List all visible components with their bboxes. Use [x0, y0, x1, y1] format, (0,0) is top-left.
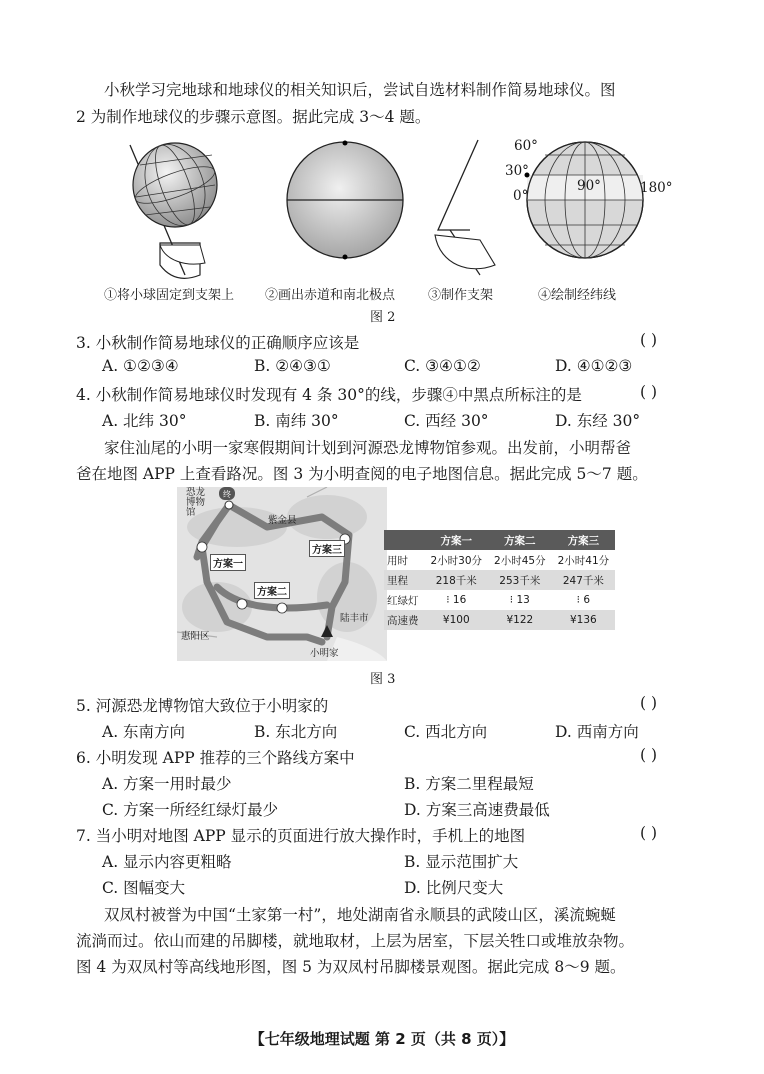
figure-title: 图 2: [370, 310, 396, 325]
answer-bracket: ( ): [640, 824, 658, 842]
plan-one-label: 方案一: [210, 554, 246, 571]
step-caption: ③制作支架: [428, 288, 494, 303]
answer-bracket: ( ): [640, 383, 658, 401]
option-c: C. 方案一所经红绿灯最少: [102, 801, 279, 819]
option-d: D. 比例尺变大: [404, 879, 504, 897]
answer-bracket: ( ): [640, 746, 658, 764]
option-b: B. 东北方向: [254, 723, 338, 741]
intro-text-line: 家住汕尾的小明一家寒假期间计划到河源恐龙博物馆参观。出发前，小明帮爸: [104, 439, 632, 457]
intro-text-line: 小秋学习完地球和地球仪的相关知识后，尝试自选材料制作简易地球仪。图: [104, 81, 616, 99]
traffic-light-icon: ⁝: [446, 594, 453, 606]
option-a: A. 方案一用时最少: [102, 775, 232, 793]
table-cell: ¥122: [488, 610, 552, 630]
traffic-light-icon: ⁝: [509, 594, 517, 606]
option-b: B. 方案二里程最短: [404, 775, 534, 793]
figure-2-illustration: [120, 135, 680, 285]
option-a: A. 东南方向: [102, 723, 186, 741]
plan-two-label: 方案二: [254, 582, 290, 599]
table-cell: ⁝ 6: [576, 594, 591, 606]
table-cell: 2小时45分: [494, 554, 546, 567]
table-cell: ¥100: [425, 610, 489, 630]
zijin-label: 紫金县: [268, 515, 297, 526]
intro-text-line: 图 4 为双凤村等高线地形图，图 5 为双凤村吊脚楼景观图。据此完成 8～9 题。: [76, 958, 626, 976]
option-a: A. ①②③④: [102, 357, 179, 375]
table-cell: 247千米: [552, 570, 616, 590]
lufeng-label: 陆丰市: [340, 613, 369, 624]
table-cell: ¥136: [552, 610, 616, 630]
option-b: B. 显示范围扩大: [404, 853, 519, 871]
table-row: [384, 550, 615, 570]
home-label: 小明家: [310, 648, 339, 659]
museum-label: 恐龙博物馆: [186, 487, 206, 518]
huiyang-label: 惠阳区: [181, 631, 210, 642]
table-cell: 2小时30分: [430, 554, 483, 567]
table-cell: 里程: [384, 570, 425, 590]
step-caption: ④绘制经纬线: [538, 288, 617, 303]
stand-illustration: [435, 140, 495, 275]
option-c: C. 西北方向: [404, 723, 488, 741]
figure-title: 图 3: [370, 672, 396, 687]
table-cell: 253千米: [488, 570, 552, 590]
table-cell: ⁝ 13: [509, 594, 530, 606]
longitude-label: 90°: [577, 178, 601, 194]
question-stem: 6. 小明发现 APP 推荐的三个路线方案中: [76, 749, 355, 767]
question-stem: 5. 河源恐龙博物馆大致位于小明家的: [76, 697, 329, 715]
step-caption: ①将小球固定到支架上: [104, 288, 235, 303]
intro-text-line: 流淌而过。依山而建的吊脚楼，就地取材，上层为居室，下层关牲口或堆放杂物。: [76, 932, 635, 950]
intro-text-line: 双凤村被誉为中国“土家第一村”，地处湖南省永顺县的武陵山区，溪流蜿蜒: [104, 906, 616, 924]
table-cell: 高速费: [384, 610, 425, 630]
option-d: D. 东经 30°: [555, 412, 641, 430]
page-footer: 【七年级地理试题 第 2 页（共 8 页）】: [249, 1030, 515, 1048]
table-header: [384, 530, 425, 550]
table-header: 方案三: [552, 530, 616, 550]
table-header: 方案二: [488, 530, 552, 550]
destination-pin: 终: [223, 490, 231, 499]
latitude-label: 60°: [514, 138, 538, 154]
question-stem: 7. 当小明对地图 APP 显示的页面进行放大操作时，手机上的地图: [76, 827, 526, 845]
globe-on-stand-illustration: [130, 136, 219, 278]
latitude-label: 0°: [513, 188, 529, 204]
question-stem: 4. 小秋制作简易地球仪时发现有 4 条 30°的线，步骤④中黑点所标注的是: [76, 386, 582, 404]
answer-bracket: ( ): [640, 331, 658, 349]
table-row: [384, 610, 615, 630]
table-header: 方案一: [425, 530, 489, 550]
option-d: D. 方案三高速费最低: [404, 801, 550, 819]
plan-three-label: 方案三: [309, 540, 345, 557]
table-cell: 用时: [387, 554, 408, 567]
longitude-label: 180°: [640, 180, 673, 196]
latitude-label: 30°: [505, 163, 529, 179]
table-cell: 2小时41分: [557, 554, 610, 567]
option-c: C. ③④①②: [404, 357, 481, 375]
intro-text-line: 爸在地图 APP 上查看路况。图 3 为小明查阅的电子地图信息。据此完成 5～7 题。: [76, 465, 648, 483]
option-c: C. 西经 30°: [404, 412, 489, 430]
option-a: A. 北纬 30°: [102, 412, 187, 430]
table-cell: 218千米: [425, 570, 489, 590]
graticule-globe-illustration: [525, 142, 644, 258]
table-cell: ⁝ 16: [446, 594, 467, 606]
option-b: B. ②④③①: [254, 357, 331, 375]
step-caption: ②画出赤道和南北极点: [265, 288, 396, 303]
table-row: [384, 570, 615, 590]
table-row: [384, 590, 615, 610]
option-d: D. ④①②③: [555, 357, 633, 375]
sphere-with-equator-illustration: [287, 141, 403, 260]
traffic-light-icon: ⁝: [576, 594, 584, 606]
answer-bracket: ( ): [640, 694, 658, 712]
option-c: C. 图幅变大: [102, 879, 186, 897]
route-comparison-table: [384, 530, 615, 630]
table-cell: 红绿灯: [387, 594, 419, 607]
option-b: B. 南纬 30°: [254, 412, 339, 430]
option-a: A. 显示内容更粗略: [102, 853, 232, 871]
option-d: D. 西南方向: [555, 723, 639, 741]
intro-text-line: 2 为制作地球仪的步骤示意图。据此完成 3～4 题。: [76, 108, 431, 126]
question-stem: 3. 小秋制作简易地球仪的正确顺序应该是: [76, 334, 360, 352]
